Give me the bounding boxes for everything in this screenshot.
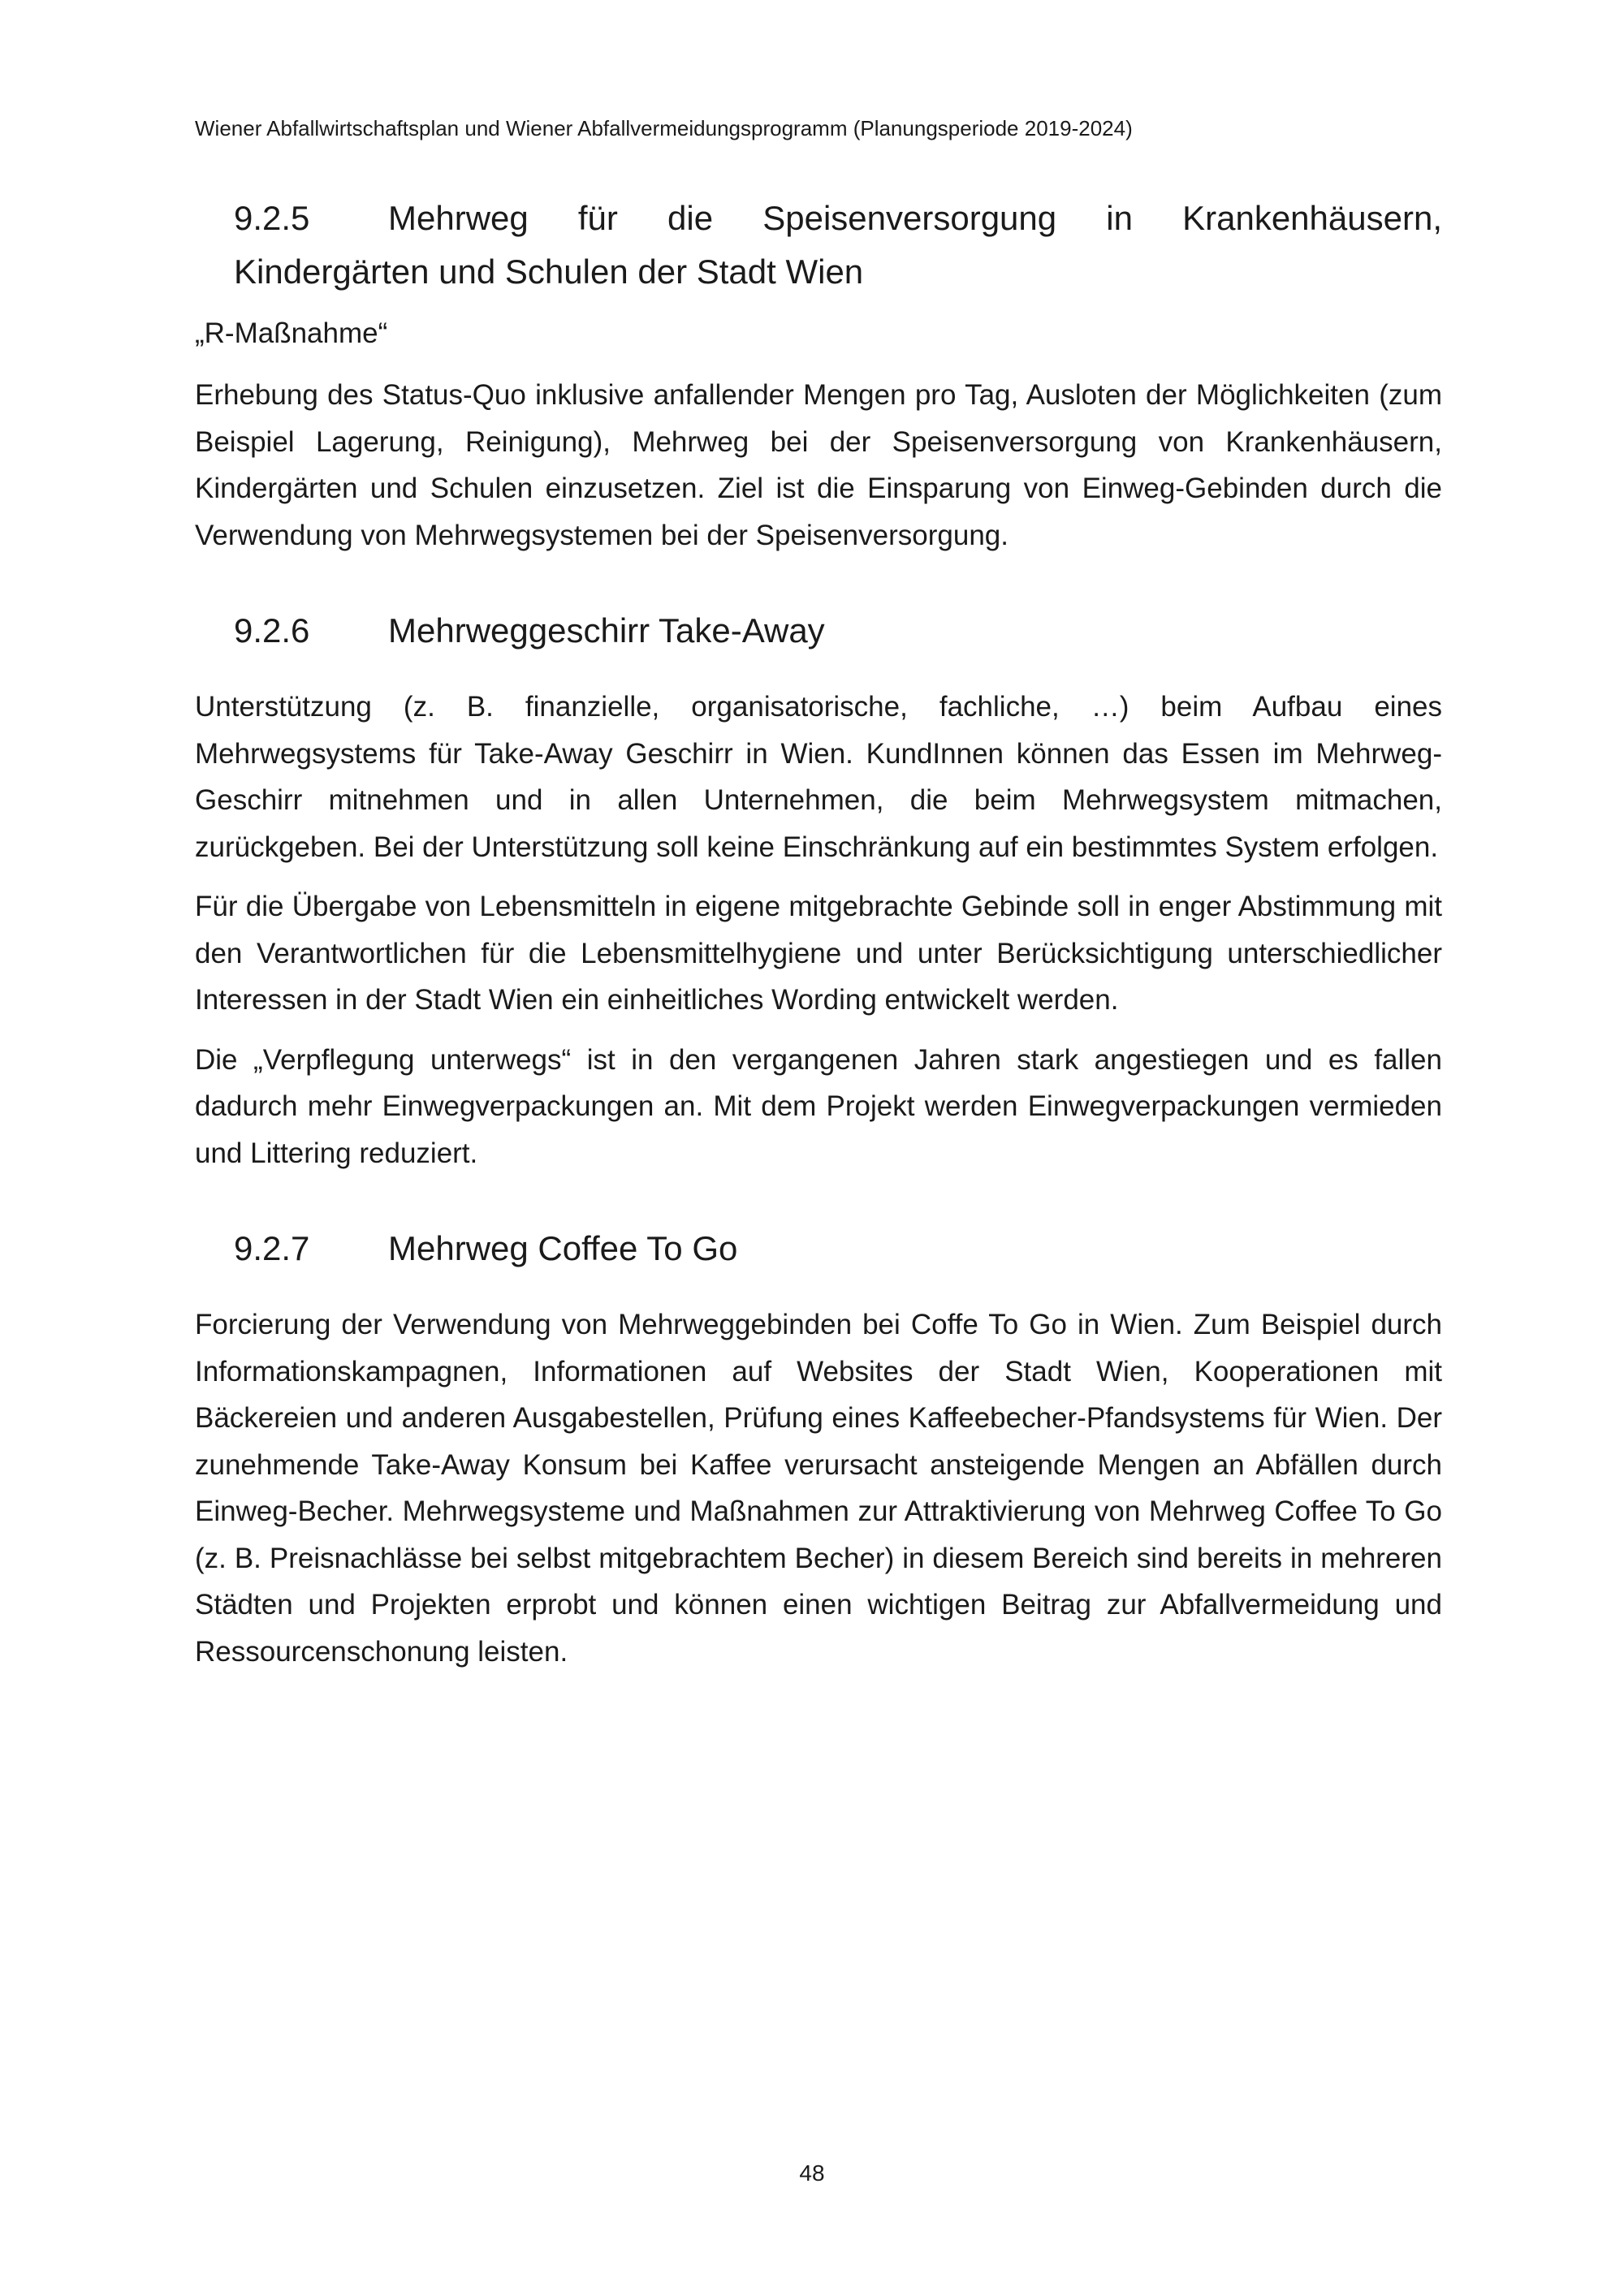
measure-label: „R-Maßnahme“	[195, 317, 388, 349]
section-title: Mehrweg Coffee To Go	[388, 1229, 738, 1267]
section-number: 9.2.7	[234, 1229, 310, 1267]
paragraph-9-2-6-2: Für die Übergabe von Lebensmitteln in eigene mitgebrachte Gebinde soll in enger Abstimmung mit den Verantwortlichen für die Lebensmittelhygiene und unter Berücksichtigung unterschiedlicher Interessen in der Stadt Wien ein einheitliches Wording entwickelt werden.	[195, 891, 1442, 1016]
section-title-line-1: Mehrweg für die Speisenversorgung in Krankenhäusern,	[388, 199, 1442, 237]
section-number: 9.2.5	[234, 199, 310, 237]
page-content	[195, 192, 1442, 1675]
running-header: Wiener Abfallwirtschaftsplan und Wiener Abfallvermeidungsprogramm (Planungsperiode 2019-2024)	[195, 116, 1133, 140]
section-heading-9-2-5	[195, 192, 1442, 299]
section-heading-9-2-7	[195, 1222, 1442, 1275]
page-number: 48	[799, 2160, 825, 2186]
section-title: Mehrweggeschirr Take-Away	[388, 611, 825, 650]
section-number: 9.2.6	[234, 611, 310, 650]
paragraph-9-2-7: Forcierung der Verwendung von Mehrweggebinden bei Coffe To Go in Wien. Zum Beispiel durch Informationskampagnen, Informationen auf Websites der Stadt Wien, Kooperationen mit Bäckereien und anderen Ausgabestellen, Prüfung eines Kaffeebecher-Pfandsystems für Wien. Der zunehmende Take-Away Konsum bei Kaffee verursacht ansteigende Mengen an Abfällen durch Einweg-Becher. Mehrwegsysteme und Maßnahmen zur Attraktivierung von Mehrweg Coffee To Go (z. B. Preisnachlässe bei selbst mitgebrachtem Becher) in diesem Bereich sind bereits in mehreren Städten und Projekten erprobt und können einen wichtigen Beitrag zur Abfallvermeidung und Ressourcenschonung leisten.	[195, 1309, 1442, 1668]
section-heading-9-2-6	[195, 604, 1442, 658]
paragraph-9-2-6-1: Unterstützung (z. B. finanzielle, organisatorische, fachliche, …) beim Aufbau eines Mehrwegsystems für Take-Away Geschirr in Wien. KundInnen können das Essen im Mehrweg-Geschirr mitnehmen und in allen Unternehmen, die beim Mehrwegsystem mitmachen, zurückgeben. Bei der Unterstützung soll keine Einschränkung auf ein bestimmtes System erfolgen.	[195, 691, 1442, 863]
paragraph-9-2-6-3: Die „Verpflegung unterwegs“ ist in den vergangenen Jahren stark angestiegen und es fallen dadurch mehr Einwegverpackungen an. Mit dem Projekt werden Einwegverpackungen vermieden und Littering reduziert.	[195, 1043, 1442, 1169]
paragraph-9-2-5: Erhebung des Status-Quo inklusive anfallender Mengen pro Tag, Ausloten der Möglichkeiten (zum Beispiel Lagerung, Reinigung), Mehrweg bei der Speisenversorgung von Krankenhäusern, Kindergärten und Schulen einzusetzen. Ziel ist die Einsparung von Einweg-Gebinden durch die Verwendung von Mehrwegsystemen bei der Speisenversorgung.	[195, 379, 1442, 551]
section-title-line-2: Kindergärten und Schulen der Stadt Wien	[234, 252, 864, 291]
